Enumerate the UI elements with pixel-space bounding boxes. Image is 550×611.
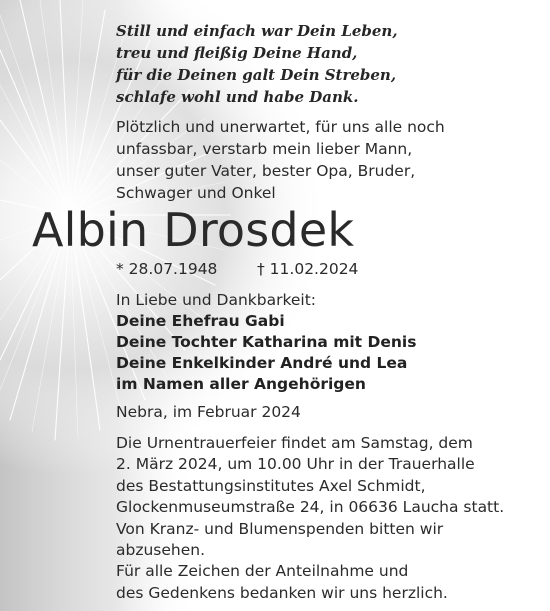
info-line: des Gedenkens bedanken wir uns herzlich. (116, 583, 448, 602)
birth-date: * 28.07.1948 (116, 260, 218, 278)
announcement-line: Plötzlich und unerwartet, für uns alle noch (116, 118, 445, 136)
announcement-line: unfassbar, verstarb mein lieber Mann, (116, 140, 413, 158)
verse-line: schlafe wohl und habe Dank. (116, 88, 359, 106)
info-line: 2. März 2024, um 10.00 Uhr in der Trauerhalle (116, 455, 475, 474)
verse-line: treu und fleißig Deine Hand, (116, 44, 358, 62)
place-and-date: Nebra, im Februar 2024 (116, 403, 301, 421)
deceased-name: Albin Drosdek (32, 203, 355, 257)
verse-line: für die Deinen galt Dein Streben, (116, 66, 397, 84)
info-line: Glockenmuseumstraße 24, in 06636 Laucha statt. (116, 498, 505, 517)
info-line: Für alle Zeichen der Anteilnahme und (116, 562, 409, 581)
info-line: Von Kranz- und Blumenspenden bitten wir (116, 519, 444, 538)
verse-line: Still und einfach war Dein Leben, (116, 22, 398, 40)
death-date: † 11.02.2024 (257, 260, 359, 278)
death-announcement (116, 116, 536, 204)
announcement-line: Schwager und Onkel (116, 184, 276, 202)
info-line: abzusehen. (116, 541, 206, 560)
life-dates (116, 258, 536, 280)
mourners-heading: In Liebe und Dankbarkeit: (116, 291, 317, 309)
mourner-entry: Deine Tochter Katharina mit Denis (116, 333, 417, 351)
announcement-line: unser guter Vater, bester Opa, Bruder, (116, 162, 416, 180)
info-line: des Bestattungsinstitutes Axel Schmidt, (116, 476, 426, 495)
mourner-entry: Deine Enkelkinder André und Lea (116, 354, 408, 372)
mourner-entry: Deine Ehefrau Gabi (116, 312, 285, 330)
mourners-list (116, 290, 536, 395)
mourner-entry: im Namen aller Angehörigen (116, 375, 366, 393)
funeral-information (116, 433, 536, 604)
memorial-verse (116, 20, 536, 108)
info-line: Die Urnentrauerfeier findet am Samstag, dem (116, 434, 473, 452)
